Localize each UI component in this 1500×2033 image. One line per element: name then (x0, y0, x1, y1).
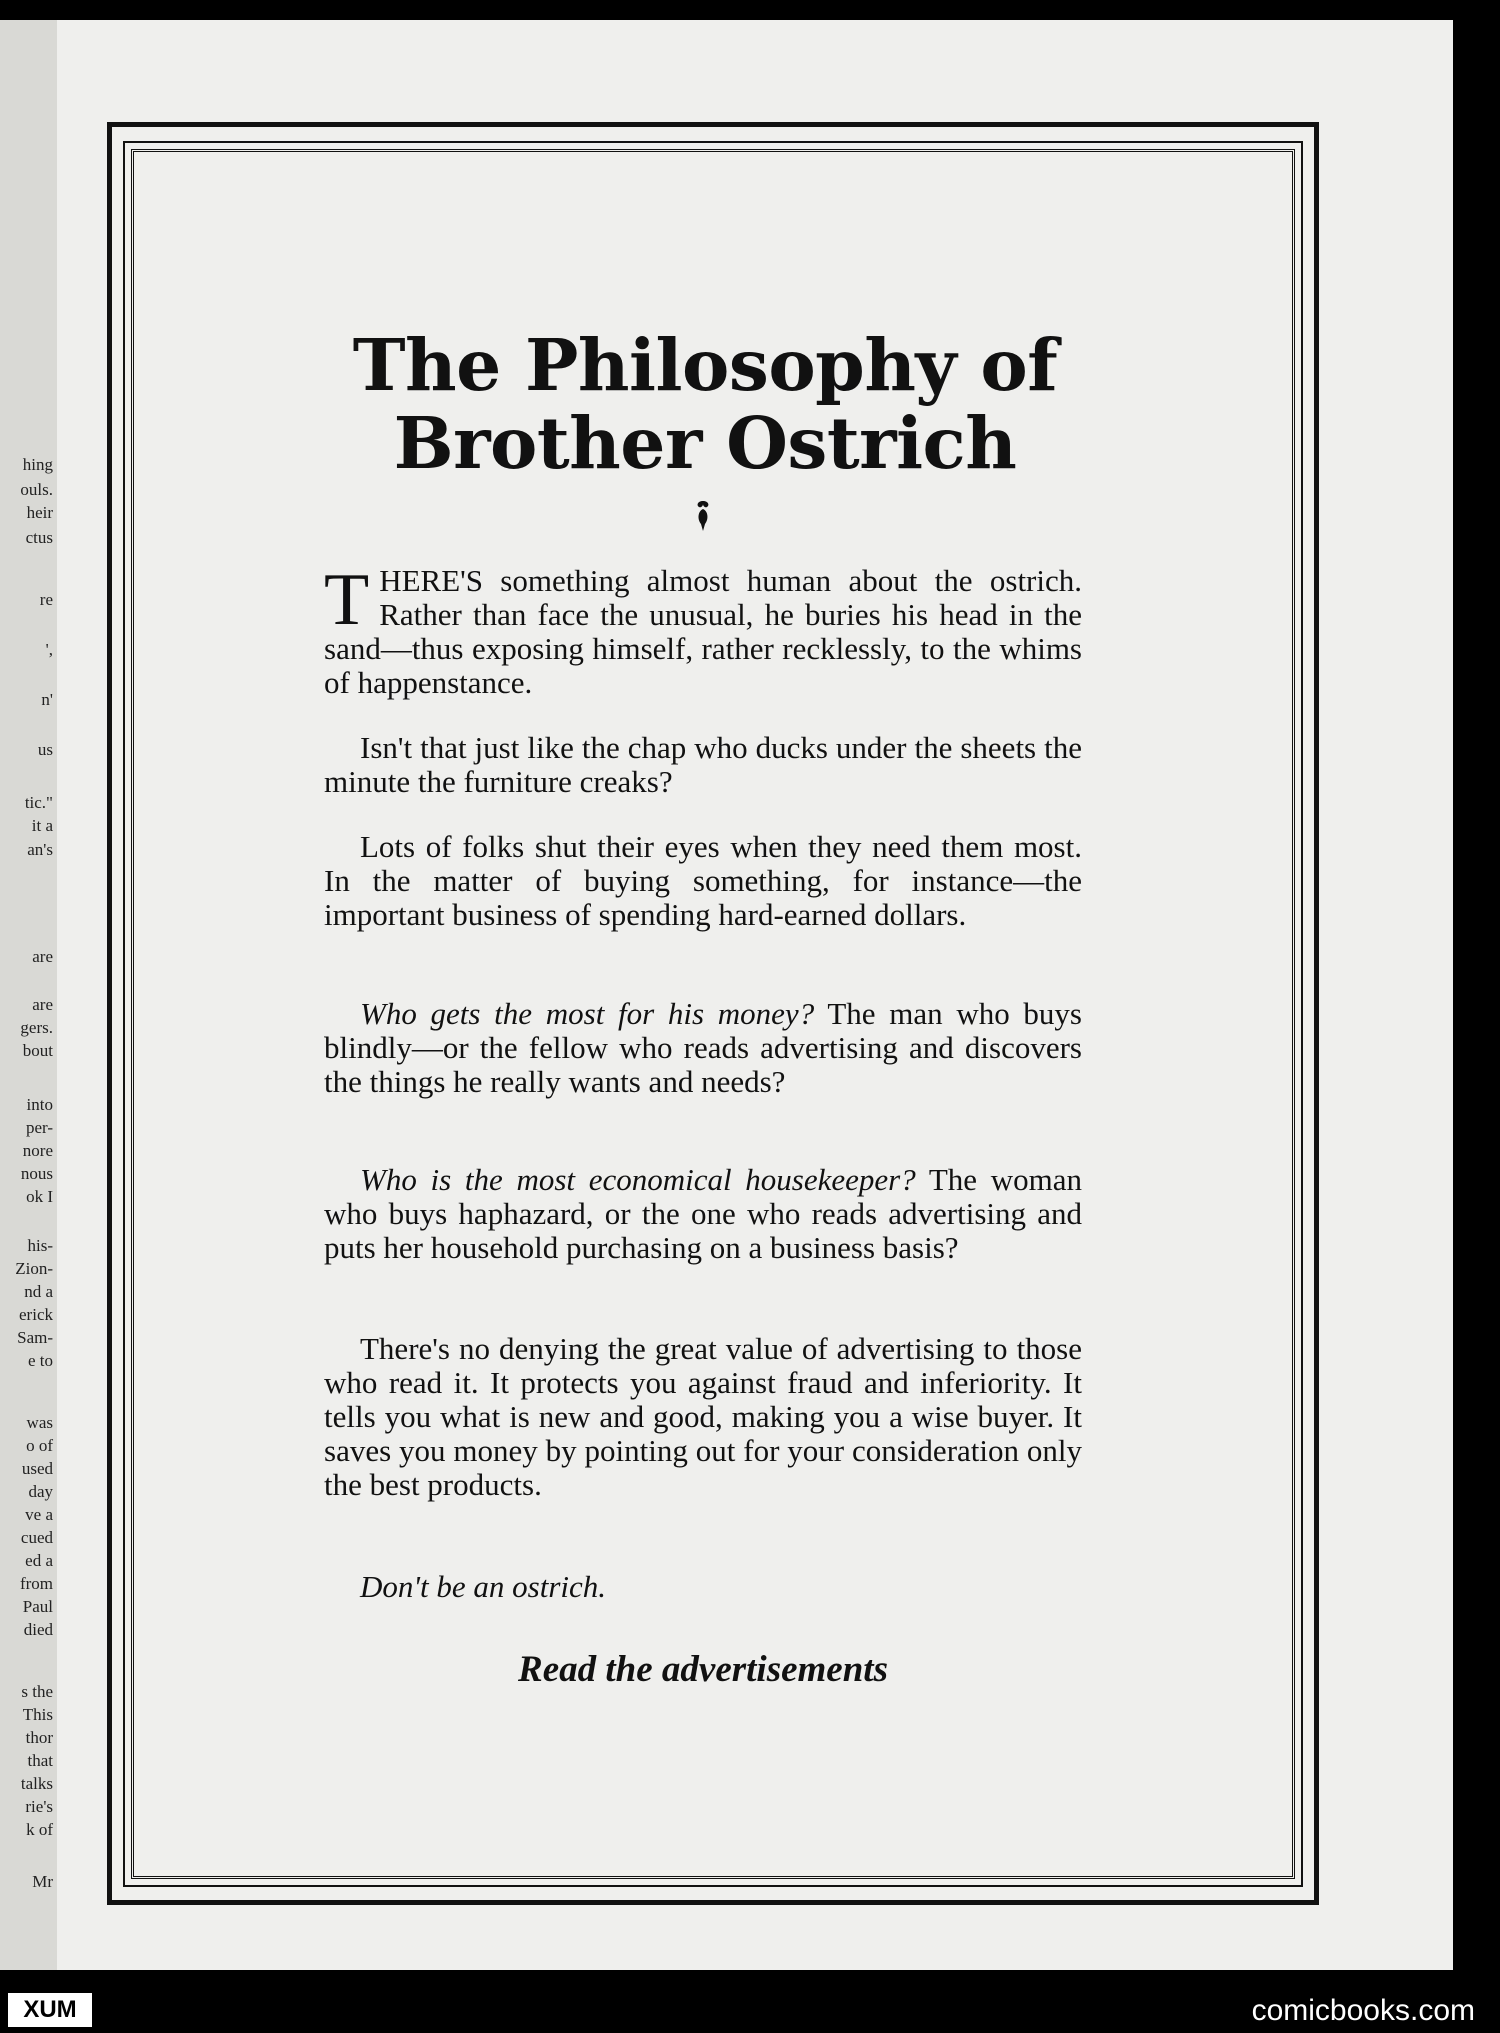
article-title-line-2: Brother Ostrich (393, 401, 1017, 485)
adjacent-page-fragment: was (26, 1413, 53, 1432)
paragraph-2: Isn't that just like the chap who ducks under the sheets the minute the furniture creaks? (324, 730, 1082, 799)
adjacent-page-fragment: that (27, 1751, 53, 1770)
adjacent-page-fragment: o of (26, 1436, 53, 1455)
paragraph-1 (324, 559, 1082, 700)
adjacent-page-fragment: ok I (26, 1187, 53, 1206)
adjacent-page-fragment: Paul (22, 1597, 53, 1616)
adjacent-page-fragment: This (22, 1705, 53, 1724)
adjacent-page-fragment: s the (21, 1682, 53, 1701)
adjacent-page-fragment: ve a (25, 1505, 53, 1524)
paragraph-4 (324, 997, 1082, 1099)
adjacent-page-fragment: n' (41, 690, 53, 709)
adjacent-page-fragment: from (19, 1574, 53, 1593)
adjacent-page-fragment: ed a (25, 1551, 53, 1570)
adjacent-page-fragment: k of (26, 1820, 53, 1839)
adjacent-page-fragment: nd a (24, 1282, 53, 1301)
adjacent-page-fragment: thor (25, 1728, 53, 1747)
adjacent-page-fragment: Sam- (17, 1328, 53, 1347)
adjacent-page-fragment: e to (27, 1351, 53, 1370)
adjacent-page-fragment: bout (22, 1041, 53, 1060)
article-title-line-1: The Philosophy of (352, 323, 1058, 407)
fleuron-ornament-icon (690, 497, 716, 533)
paragraph-4-question: Who gets the most for his money? (360, 996, 815, 1031)
drop-cap: T (324, 559, 370, 641)
adjacent-page-fragment: nore (22, 1141, 53, 1160)
adjacent-page-fragment: it a (31, 816, 53, 835)
adjacent-page-fragment: per- (25, 1118, 53, 1137)
adjacent-page-fragment: Zion- (15, 1259, 53, 1278)
adjacent-page-fragment: into (26, 1095, 53, 1114)
adjacent-page-fragment: ctus (25, 528, 53, 547)
adjacent-page-fragment: rie's (25, 1797, 53, 1816)
adjacent-page-fragment: heir (26, 503, 53, 522)
adjacent-page-fragment: cued (20, 1528, 53, 1547)
paragraph-7: Don't be an ostrich. (360, 1569, 607, 1604)
adjacent-page-fragment: are (32, 995, 53, 1014)
adjacent-page-fragment: an's (27, 840, 53, 859)
adjacent-page-fragment: nous (20, 1164, 53, 1183)
adjacent-page-fragment: day (28, 1482, 53, 1501)
adjacent-page-fragment: died (23, 1620, 53, 1639)
source-badge-xum: XUM (8, 1993, 92, 2027)
paragraph-5 (324, 1163, 1082, 1265)
adjacent-page-fragment: ouls. (20, 480, 53, 499)
adjacent-page-fragment: his- (27, 1236, 53, 1255)
adjacent-page-edge (0, 20, 60, 1970)
paragraph-3: Lots of folks shut their eyes when they need them most. In the matter of buying something, for instance—the important business of spending hard-earned dollars. (324, 829, 1082, 932)
adjacent-page-fragment: tic." (24, 793, 53, 812)
call-to-action: Read the advertisements (518, 1649, 888, 1690)
paragraph-6: There's no denying the great value of advertising to those who read it. It protects you against fraud and inferiority. It tells you what is new and good, making you a wise buyer. It saves you money by pointing out for your consideration only the best products. (324, 1331, 1082, 1502)
paragraph-1-text: HERE'S something almost human about the ostrich. Rather than face the unusual, he buries his head in the sand—thus exposing himself, rather recklessly, to the whims of happenstance. (324, 563, 1082, 700)
paragraph-5-text: The woman who buys haphazard, or the one who reads advertising and puts her household purchasing on a business basis? (324, 1162, 1082, 1265)
adjacent-page-fragment: gers. (20, 1018, 53, 1037)
adjacent-page-fragment: hing (22, 455, 53, 474)
adjacent-page-fragment: re (39, 590, 53, 609)
paragraph-5-question: Who is the most economical housekeeper? (360, 1162, 916, 1197)
adjacent-page-fragment: ', (45, 640, 53, 659)
adjacent-page-fragment: erick (19, 1305, 53, 1324)
adjacent-page-fragment: used (21, 1459, 53, 1478)
adjacent-page-fragment: are (32, 947, 53, 966)
adjacent-page-fragment: talks (20, 1774, 53, 1793)
adjacent-page-fragment: us (37, 740, 53, 759)
adjacent-page-fragment: Mr (32, 1872, 53, 1891)
source-watermark: comicbooks.com (1251, 1994, 1475, 2027)
paragraph-4-text: The man who buys blindly—or the fellow who reads advertising and discovers the things he really wants and needs? (324, 996, 1082, 1099)
